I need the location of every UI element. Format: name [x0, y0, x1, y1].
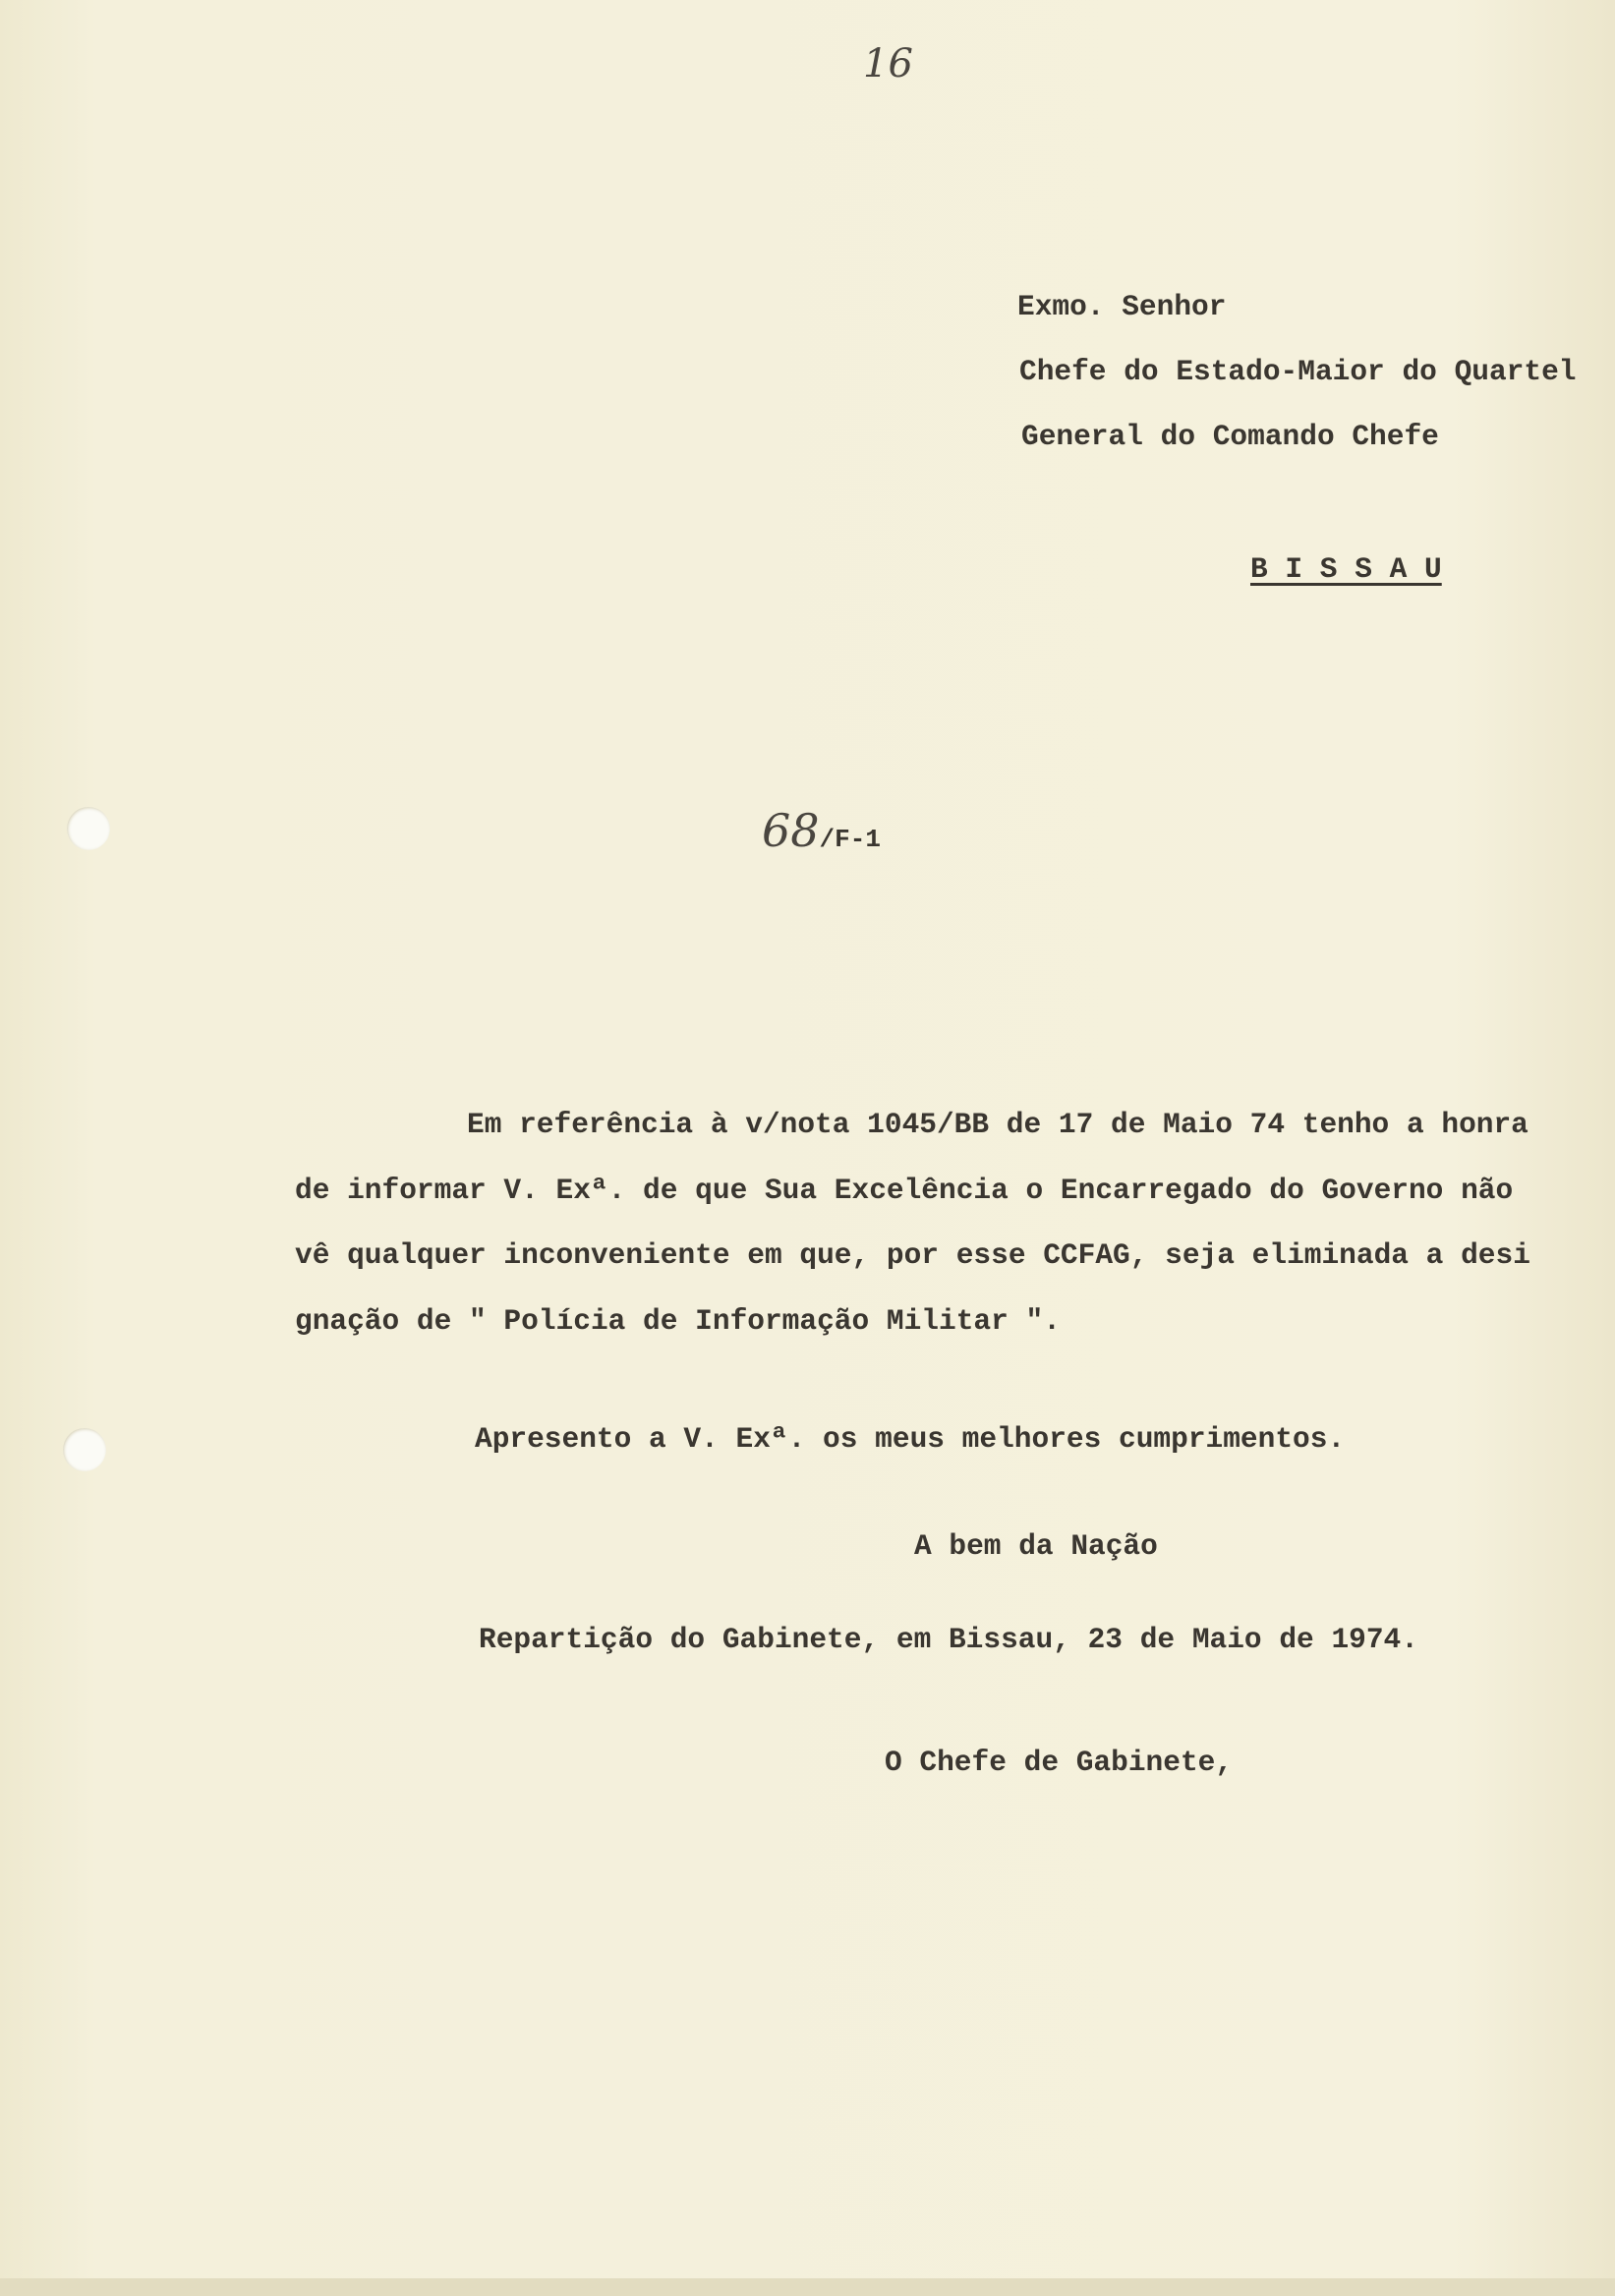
punch-hole — [67, 807, 110, 850]
page-bottom-edge — [0, 2278, 1615, 2296]
greeting: Apresento a V. Exª. os meus melhores cumprimentos. — [475, 1422, 1346, 1456]
body-line-2: de informar V. Exª. de que Sua Excelência o Encarregado do Governo não — [295, 1174, 1514, 1207]
closing: A bem da Nação — [914, 1529, 1158, 1563]
body-line-3: vê qualquer inconveniente em que, por esse CCFAG, seja eliminada a desi — [295, 1238, 1530, 1272]
place-date: Repartição do Gabinete, em Bissau, 23 de Maio de 1974. — [479, 1623, 1418, 1656]
addressee-city: B I S S A U — [1250, 552, 1442, 586]
handwritten-reference: 68 — [762, 804, 820, 857]
reference-suffix: /F-1 — [819, 825, 881, 854]
body-line-1: Em referência à v/nota 1045/BB de 17 de Maio 74 tenho a honra — [467, 1108, 1528, 1141]
body-line-4: gnação de " Polícia de Informação Militar ". — [295, 1304, 1061, 1338]
addressee-line-2: General do Comando Chefe — [1021, 420, 1439, 453]
addressee-line-1: Chefe do Estado-Maior do Quartel — [1019, 355, 1577, 388]
salutation: Exmo. Senhor — [1017, 290, 1227, 323]
punch-hole — [63, 1428, 106, 1471]
handwritten-page-number: 16 — [863, 41, 913, 86]
signatory: O Chefe de Gabinete, — [885, 1746, 1234, 1779]
reference-number — [762, 804, 881, 857]
